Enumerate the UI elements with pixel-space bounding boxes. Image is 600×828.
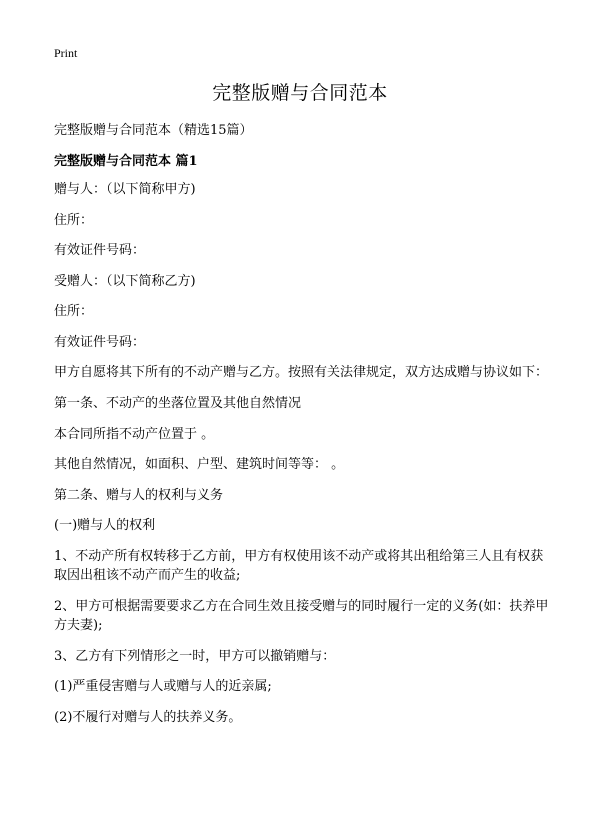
- paragraph-property-location: 本合同所指不动产位置于 。: [54, 426, 215, 442]
- paragraph-donee: 受赠人：（以下简称乙方): [54, 273, 196, 289]
- paragraph-donor-id: 有效证件号码：: [54, 243, 146, 258]
- paragraph-intro: 甲方自愿将其下所有的不动产赠与乙方。按照有关法律规定，双方达成赠与协议如下：: [54, 365, 549, 380]
- paragraph-property-details: 其他自然情况，如面积、户型、建筑时间等等： 。: [54, 457, 345, 472]
- paragraph-right-3: 3、乙方有下列情形之一时，甲方可以撤销赠与：: [54, 648, 336, 664]
- paragraph-donee-address: 住所：: [54, 304, 94, 319]
- document-subtitle: 完整版赠与合同范本（精选15篇）: [54, 123, 253, 138]
- document-title: 完整版赠与合同范本: [212, 82, 388, 104]
- paragraph-article-2: 第二条、赠与人的权利与义务: [54, 487, 224, 503]
- paragraph-right-1: 1、不动产所有权转移于乙方前，甲方有权使用该不动产或将其出租给第三人且有权获取因出租该不动产而产生的收益;: [54, 548, 544, 583]
- paragraph-donor: 赠与人：（以下简称甲方): [54, 182, 196, 197]
- print-link[interactable]: Print: [54, 46, 78, 60]
- paragraph-donor-rights: (一)赠与人的权利: [54, 518, 156, 533]
- paragraph-donor-address: 住所：: [54, 212, 94, 228]
- paragraph-donee-id: 有效证件号码：: [54, 334, 146, 350]
- section-heading: 完整版赠与合同范本 篇1: [54, 154, 198, 169]
- paragraph-case-2: (2)不履行对赠与人的扶养义务。: [54, 709, 242, 725]
- paragraph-case-1: (1)严重侵害赠与人或赠与人的近亲属;: [54, 679, 272, 694]
- paragraph-right-2: 2、甲方可根据需要要求乙方在合同生效且接受赠与的同时履行一定的义务(如：扶养甲方夫妻);: [54, 598, 549, 633]
- paragraph-article-1: 第一条、不动产的坐落位置及其他自然情况: [54, 396, 302, 411]
- document-body: [54, 180, 554, 738]
